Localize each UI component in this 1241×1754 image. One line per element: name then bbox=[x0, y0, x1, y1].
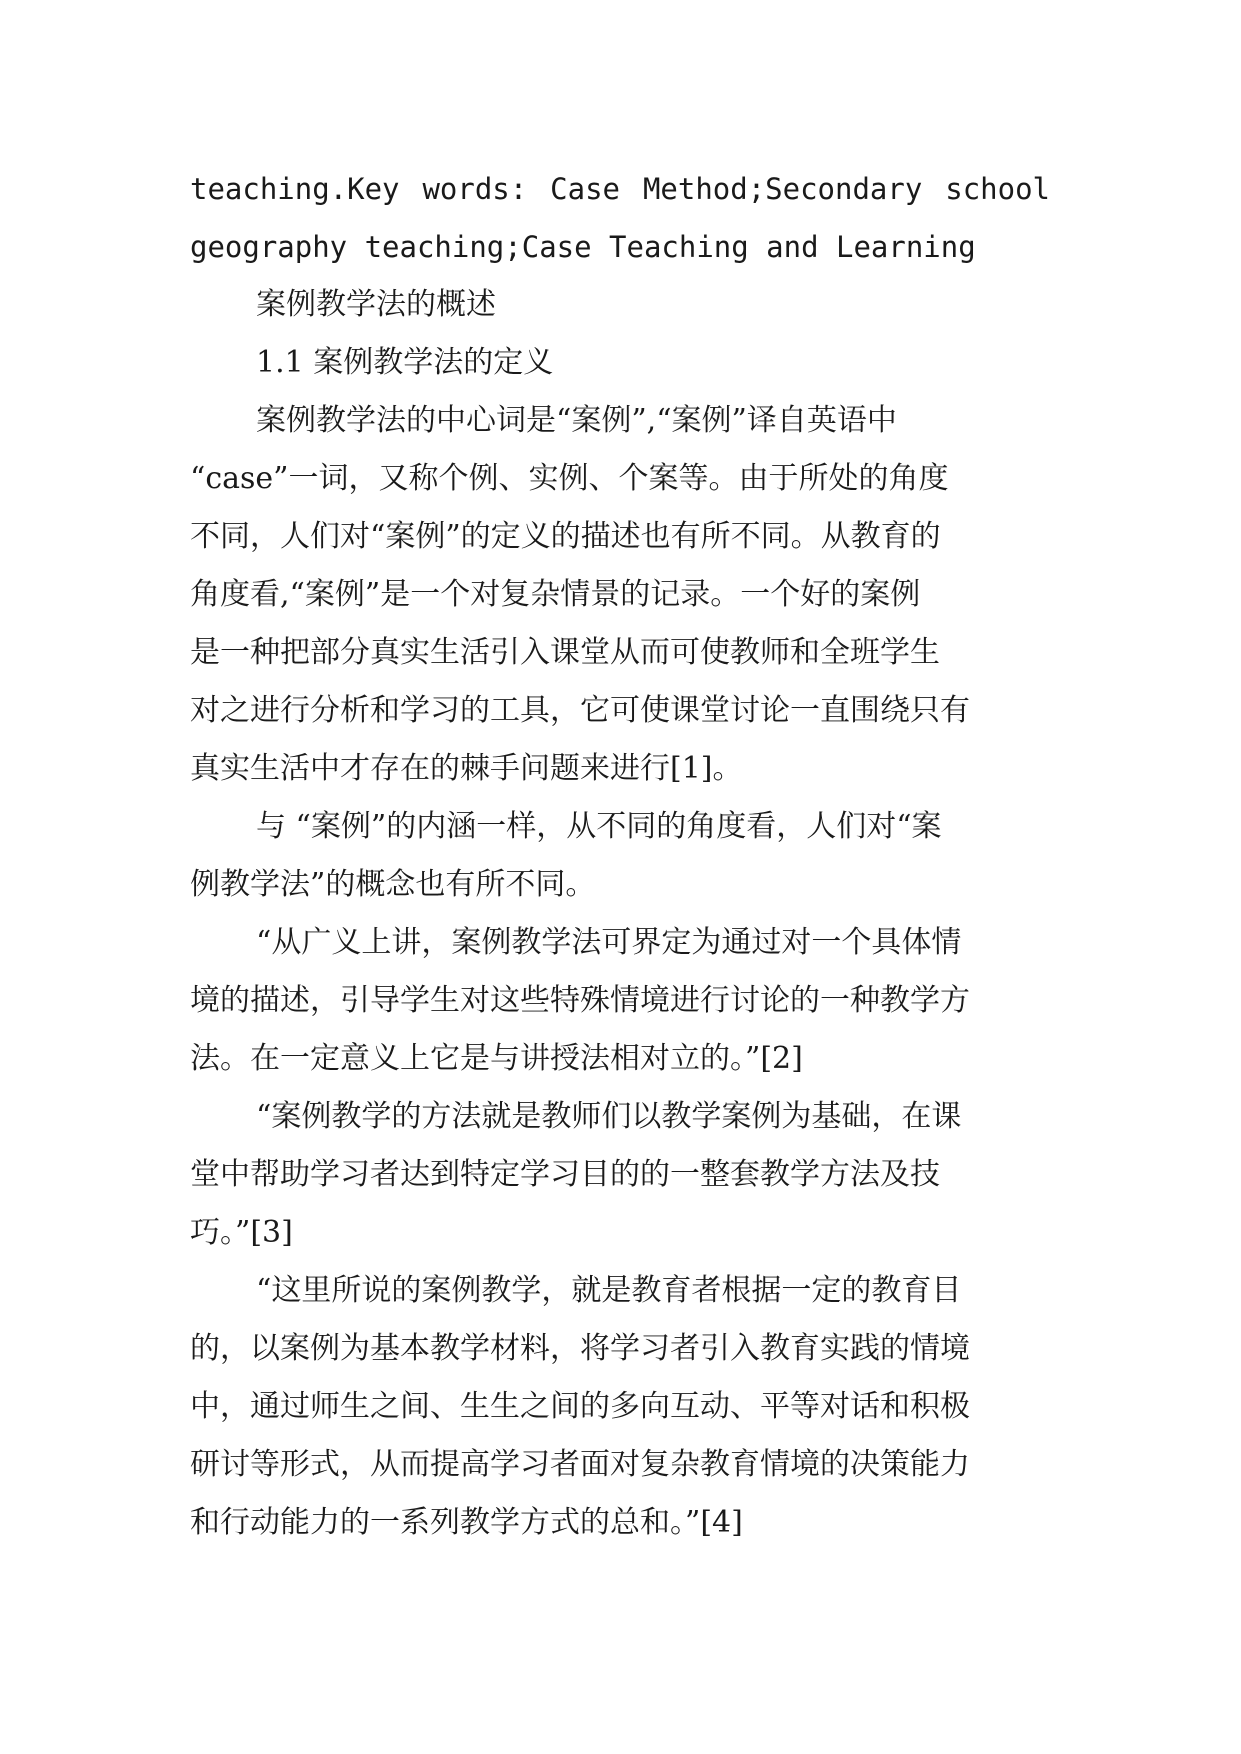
paragraph-quote-method bbox=[190, 1088, 1050, 1262]
text-line: 真实生活中才存在的棘手问题来进行[1]。 bbox=[190, 751, 743, 786]
text-line: 例教学法”的概念也有所不同。 bbox=[190, 867, 596, 902]
text-line: 角度看,“案例”是一个对复杂情景的记录。一个好的案例 bbox=[190, 577, 921, 612]
text-line: 对之进行分析和学习的工具，它可使课堂讨论一直围绕只有 bbox=[190, 693, 970, 728]
text-line: “这里所说的案例教学，就是教育者根据一定的教育目 bbox=[256, 1273, 962, 1308]
text-line: 案例教学法的中心词是“案例”,“案例”译自英语中 bbox=[256, 403, 897, 438]
text-line: “案例教学的方法就是教师们以教学案例为基础，在课 bbox=[256, 1099, 962, 1134]
text-line: 是一种把部分真实生活引入课堂从而可使教师和全班学生 bbox=[190, 635, 940, 670]
abstract-word: Case bbox=[550, 172, 620, 206]
paragraph-definition bbox=[190, 392, 1050, 798]
abstract-word: school bbox=[945, 172, 1050, 206]
text-line: 不同，人们对“案例”的定义的描述也有所不同。从教育的 bbox=[190, 519, 941, 554]
text-line: “从广义上讲，案例教学法可界定为通过对一个具体情 bbox=[256, 925, 962, 960]
document-page bbox=[190, 160, 1050, 1552]
text-line: “case”一词，又称个例、实例、个案等。由于所处的角度 bbox=[190, 461, 949, 496]
paragraph-quote-broad bbox=[190, 914, 1050, 1088]
abstract-keywords-line-2: geography teaching;Case Teaching and Learning bbox=[190, 230, 976, 264]
paragraph-quote-teaching bbox=[190, 1262, 1050, 1552]
text-line: 法。在一定意义上它是与讲授法相对立的。”[2] bbox=[190, 1041, 803, 1076]
abstract-keywords-line bbox=[190, 160, 1050, 218]
text-line: 研讨等形式，从而提高学习者面对复杂教育情境的决策能力 bbox=[190, 1447, 970, 1482]
subsection-heading: 1.1 案例教学法的定义 bbox=[256, 345, 554, 380]
text-line: 堂中帮助学习者达到特定学习目的的一整套教学方法及技 bbox=[190, 1157, 940, 1192]
section-heading: 案例教学法的概述 bbox=[256, 287, 496, 322]
text-line: 境的描述，引导学生对这些特殊情境进行讨论的一种教学方 bbox=[190, 983, 970, 1018]
text-line: 与 “案例”的内涵一样，从不同的角度看，人们对“案 bbox=[256, 809, 942, 844]
abstract-word: words: bbox=[422, 172, 528, 206]
abstract-word: Method;Secondary bbox=[642, 172, 923, 206]
abstract-word: teaching.Key bbox=[190, 172, 400, 206]
text-line: 的，以案例为基本教学材料，将学习者引入教育实践的情境 bbox=[190, 1331, 970, 1366]
text-line: 和行动能力的一系列教学方式的总和。”[4] bbox=[190, 1505, 743, 1540]
text-line: 巧。”[3] bbox=[190, 1215, 293, 1250]
text-line: 中，通过师生之间、生生之间的多向互动、平等对话和积极 bbox=[190, 1389, 970, 1424]
paragraph-connotation bbox=[190, 798, 1050, 914]
